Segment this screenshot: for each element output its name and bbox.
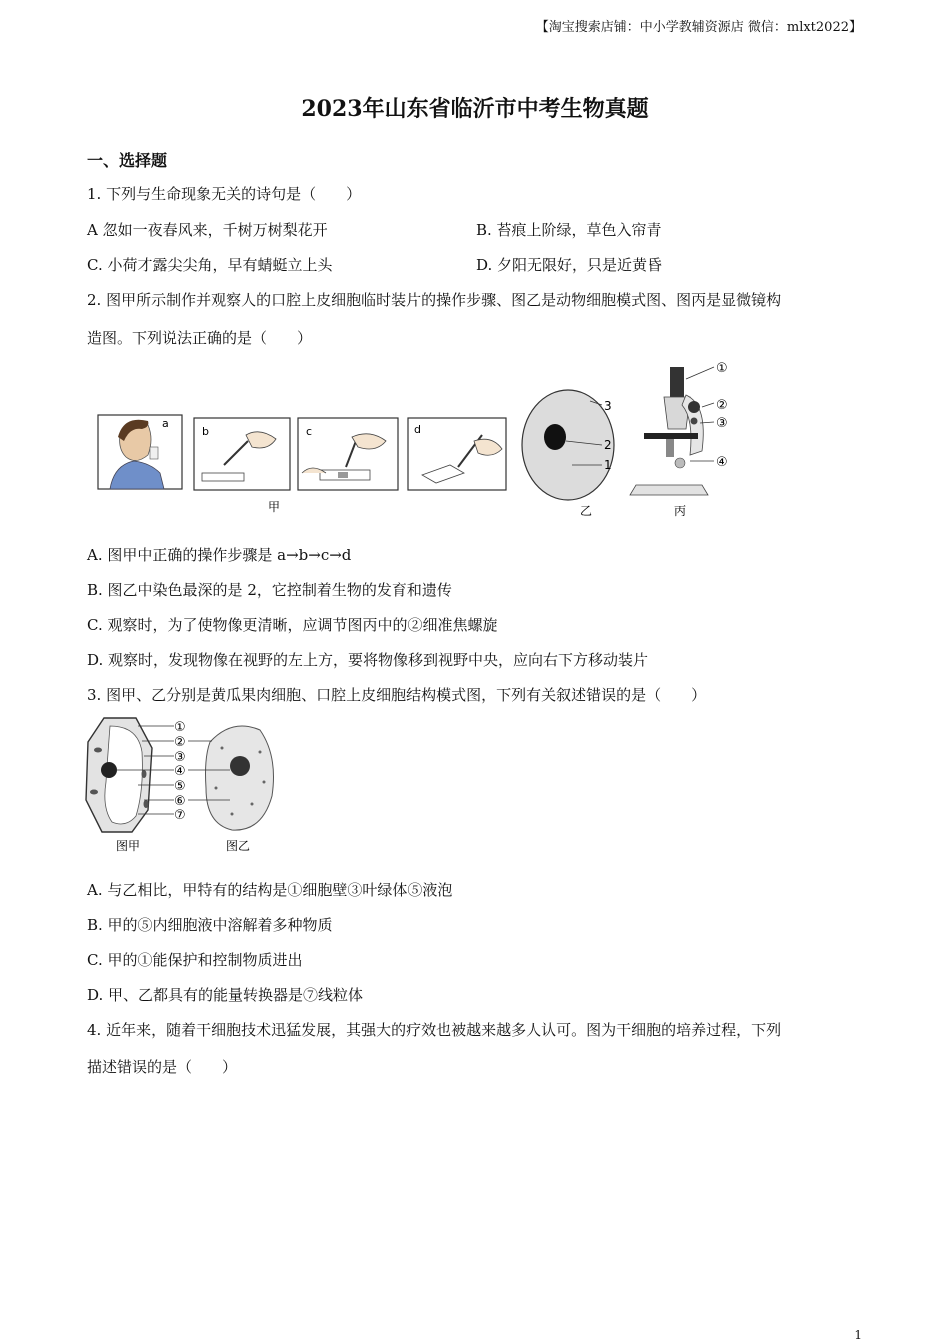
fig-bing-label: 丙 [674,504,687,518]
q3-option-a: A. 与乙相比，甲特有的结构是①细胞壁③叶绿体⑤液泡 [87,881,453,899]
q3-figure [82,712,282,857]
panel-a-person-rinsing [98,415,182,489]
q2-option-c: C. 观察时，为了使物像更清晰，应调节图丙中的②细准焦螺旋 [87,616,498,634]
header-note: 【淘宝搜索店铺：中小学教辅资源店 微信：mlxt2022】 [535,20,862,35]
q1-option-c: C. 小荷才露尖尖角，早有蜻蜓立上头 [87,256,333,274]
panel-b-label: b [202,425,209,438]
q1-option-a: A 忽如一夜春风来，千树万树梨花开 [87,221,328,239]
q3-fig-jia-label: 图甲 [116,839,141,853]
q2-figure [90,355,750,525]
microscope-diagram [630,361,728,518]
q2-stem-line1: 2. 图甲所示制作并观察人的口腔上皮细胞临时装片的操作步骤、图乙是动物细胞模式图、图丙是显微镜构 [87,291,782,309]
section-heading: 一、选择题 [87,151,168,170]
panel-d-coverslip [408,418,506,490]
q3-fig-yi-label: 图乙 [226,839,251,853]
q3-label-7: ⑦ [174,808,186,823]
q3-stem: 3. 图甲、乙分别是黄瓜果肉细胞、口腔上皮细胞结构模式图，下列有关叙述错误的是（ ） [87,686,707,704]
cell-label-3: 3 [604,399,612,413]
q4-stem-line2: 描述错误的是（ ） [87,1058,238,1076]
q1-stem: 1. 下列与生命现象无关的诗句是（ ） [87,185,362,203]
q3-label-5: ⑤ [174,779,186,794]
q3-label-2: ② [174,735,186,750]
mic-label-2: ② [716,398,728,413]
panel-b-dropper [194,418,290,490]
cell-label-2: 2 [604,438,612,452]
cell-label-1: 1 [604,458,612,472]
q1-option-d: D. 夕阳无限好，只是近黄昏 [476,256,663,274]
panel-c-staining [298,418,398,490]
plant-cell-diagram [86,718,152,832]
q3-label-1: ① [174,720,186,735]
q2-option-a: A. 图甲中正确的操作步骤是 a→b→c→d [87,546,352,564]
fig-jia-label: 甲 [268,500,281,514]
q3-option-d: D. 甲、乙都具有的能量转换器是⑦线粒体 [87,986,364,1004]
page-title: 2023年山东省临沂市中考生物真题 [301,96,649,122]
mic-label-3: ③ [716,416,728,431]
q1-option-b: B. 苔痕上阶绿，草色入帘青 [476,221,662,239]
q2-stem-line2: 造图。下列说法正确的是（ ） [87,329,313,347]
animal-cell-diagram [522,390,614,518]
panel-c-label: c [306,425,313,438]
panel-a-label: a [162,417,169,430]
q2-option-b: B. 图乙中染色最深的是 2，它控制着生物的发育和遗传 [87,581,452,599]
mic-label-4: ④ [716,455,728,470]
mic-label-1: ① [716,361,728,376]
fig-yi-label: 乙 [580,504,593,518]
q3-option-b: B. 甲的⑤内细胞液中溶解着多种物质 [87,916,333,934]
animal-cell-diagram-small [206,726,274,830]
q3-label-3: ③ [174,750,186,765]
q3-option-c: C. 甲的①能保护和控制物质进出 [87,951,303,969]
page-number: 1 [854,1328,862,1342]
q4-stem-line1: 4. 近年来，随着干细胞技术迅猛发展，其强大的疗效也被越来越多人认可。图为干细胞的培养过程，下列 [87,1021,782,1039]
q2-option-d: D. 观察时，发现物像在视野的左上方，要将物像移到视野中央，应向右下方移动装片 [87,651,649,669]
panel-d-label: d [414,423,421,436]
q3-label-4: ④ [174,764,186,779]
q3-label-6: ⑥ [174,794,186,809]
